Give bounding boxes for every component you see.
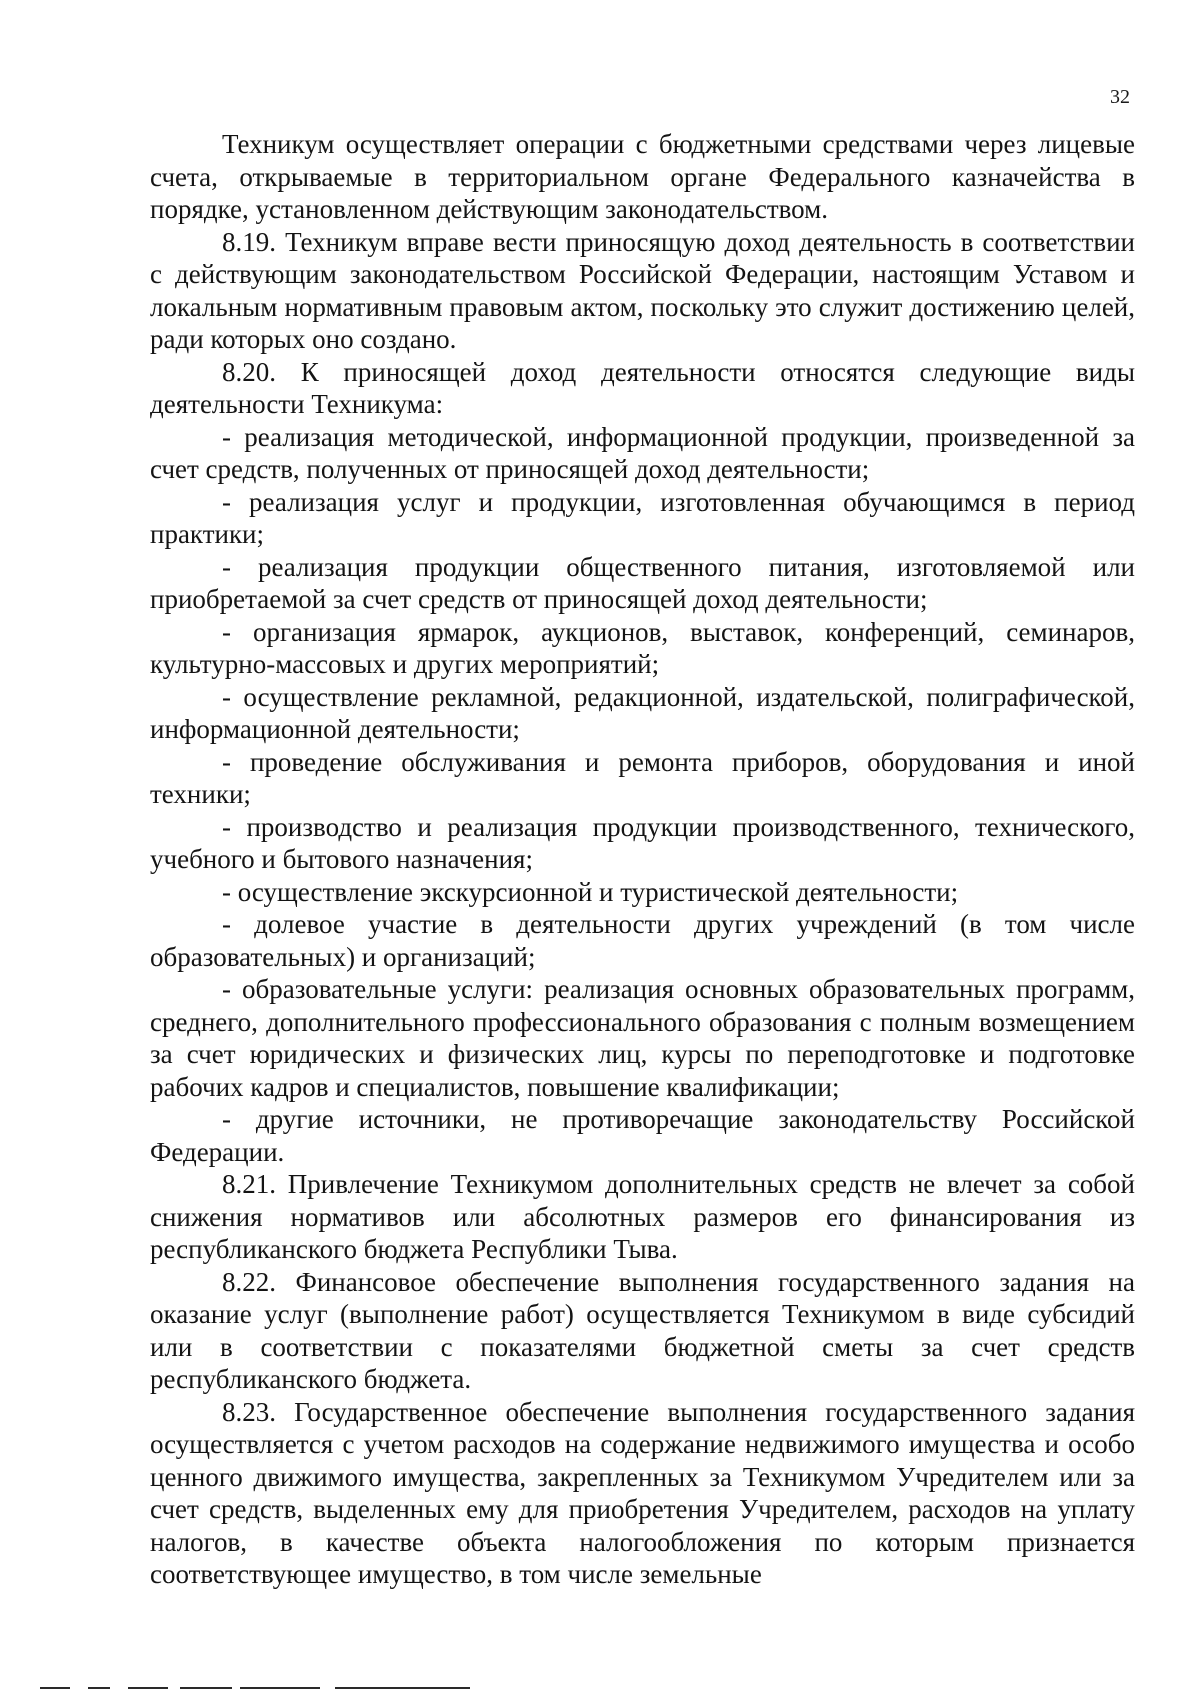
list-item: - другие источники, не противоречащие законодательству Российской Федерации. bbox=[150, 1104, 1135, 1167]
list-item: - реализация услуг и продукции, изготовленная обучающимся в период практики; bbox=[150, 486, 1135, 549]
scan-artifact-line bbox=[240, 1687, 320, 1689]
scan-artifact-line bbox=[40, 1687, 70, 1689]
paragraph-8-22: 8.22. Финансовое обеспечение выполнения государственного задания на оказание услуг (выполнение работ) осуществляется Техникумом в виде субсидий или в соответствии с показателями бюджетной сметы за счет средств республиканского бюджета. bbox=[150, 1266, 1135, 1394]
list-item: - производство и реализация продукции производственного, технического, учебного и бытового назначения; bbox=[150, 811, 1135, 874]
list-item: - организация ярмарок, аукционов, выставок, конференций, семинаров, культурно-массовых и других мероприятий; bbox=[150, 616, 1135, 679]
document-body bbox=[150, 128, 1135, 1591]
list-item: - реализация методической, информационной продукции, произведенной за счет средств, полученных от приносящей доход деятельности; bbox=[150, 421, 1135, 484]
list-item: - проведение обслуживания и ремонта приборов, оборудования и иной техники; bbox=[150, 746, 1135, 809]
scan-artifact-line bbox=[88, 1687, 110, 1689]
list-item: - долевое участие в деятельности других учреждений (в том числе образовательных) и организаций; bbox=[150, 909, 1135, 972]
paragraph-8-21: 8.21. Привлечение Техникумом дополнительных средств не влечет за собой снижения нормативов или абсолютных размеров его финансирования из республиканского бюджета Республики Тыва. bbox=[150, 1169, 1135, 1264]
paragraph-8-23: 8.23. Государственное обеспечение выполнения государственного задания осуществляется с учетом расходов на содержание недвижимого имущества и особо ценного движимого имущества, закрепленных за Техникумом Учредителем или за счет средств, выделенных ему для приобретения Учредителем, расходов на уплату налогов, в качестве объекта налогообложения по которым признается соответствующее имущество, в том числе земельные bbox=[150, 1396, 1135, 1589]
scan-artifact-line bbox=[128, 1687, 168, 1689]
paragraph-intro: Техникум осуществляет операции с бюджетными средствами через лицевые счета, открываемые в территориальном органе Федерального казначейства в порядке, установленном действующим законодательством. bbox=[150, 129, 1135, 224]
list-item: - образовательные услуги: реализация основных образовательных программ, среднего, дополнительного профессионального образования с полным возмещением за счет юридических и физических лиц, курсы по переподготовке и подготовке рабочих кадров и специалистов, повышение квалификации; bbox=[150, 974, 1135, 1102]
list-item: - реализация продукции общественного питания, изготовляемой или приобретаемой за счет средств от приносящей доход деятельности; bbox=[150, 551, 1135, 614]
scan-artifact-line bbox=[335, 1687, 470, 1689]
scan-artifact-line bbox=[180, 1687, 232, 1689]
list-item: - осуществление рекламной, редакционной, издательской, полиграфической, информационной деятельности; bbox=[150, 681, 1135, 744]
page-number: 32 bbox=[1110, 86, 1130, 108]
list-item: - осуществление экскурсионной и туристической деятельности; bbox=[222, 876, 959, 907]
paragraph-8-19: 8.19. Техникум вправе вести приносящую доход деятельность в соответствии с действующим законодательством Российской Федерации, настоящим Уставом и локальным нормативным правовым актом, поскольку это служит достижению целей, ради которых оно создано. bbox=[150, 226, 1135, 354]
paragraph-8-20: 8.20. К приносящей доход деятельности относятся следующие виды деятельности Техникума: bbox=[150, 356, 1135, 419]
